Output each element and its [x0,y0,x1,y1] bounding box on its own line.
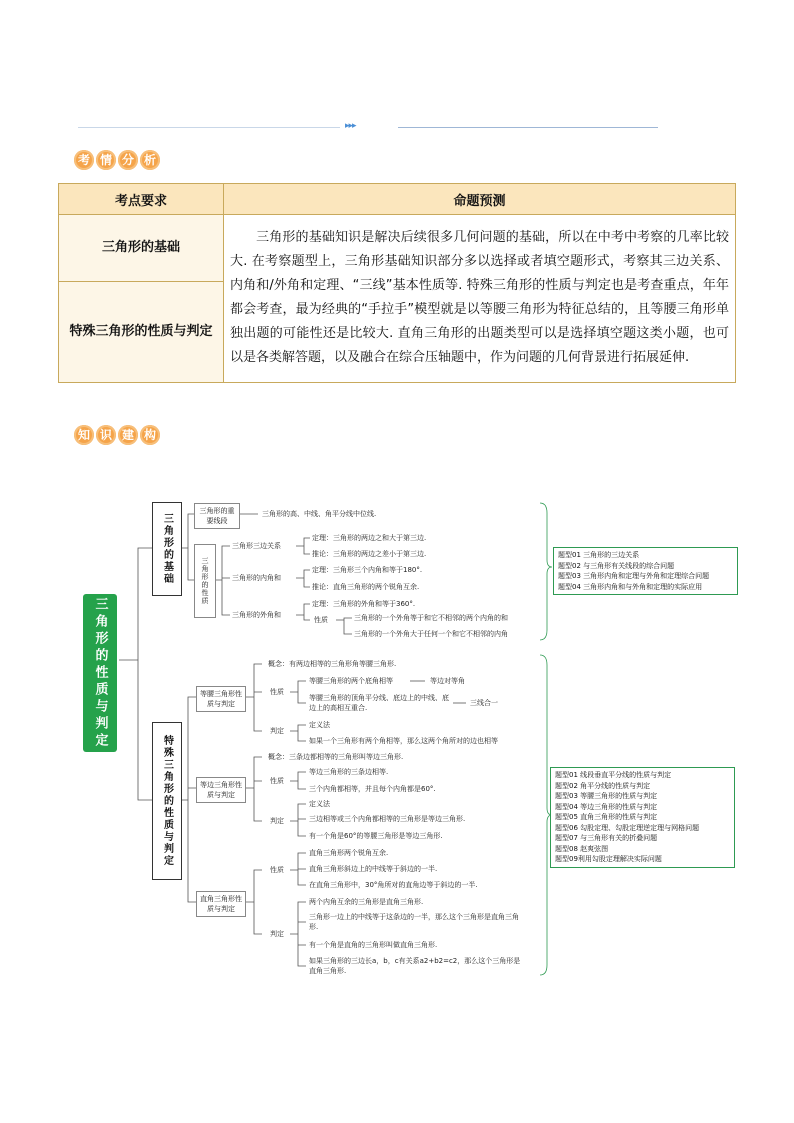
outer-p2: 三角形的一个外角大于任何一个和它不相邻的内角 [354,630,508,638]
badge-char: 析 [140,150,160,170]
iso-p1: 等腰三角形的两个底角相等 [309,677,393,685]
node-important-lines [194,503,240,529]
right-j2: 三角形一边上的中线等于这条边的一半，那么这个三角形是直角三角形. [309,913,519,931]
arrow-decoration-icon: ▸▸▸ [345,121,356,131]
question-type-item: 题型07 与三角形有关的折叠问题 [555,834,658,842]
outer-p1: 三角形的一个外角等于和它不相邻的两个内角的和 [354,614,508,622]
right-j1: 两个内角互余的三角形是直角三角形. [309,898,424,906]
question-type-item: 题型04 三角形内角和与外角和定理的实际应用 [558,582,703,591]
node-equilateral-text: 等边三角形性质与判定 [200,781,242,799]
right-j3: 有一个角是直角的三角形叫做直角三角形. [309,941,438,949]
equi-j2: 三边相等或三个内角都相等的三角形是等边三角形. [309,815,466,823]
question-type-item: 题型01 三角形的三边关系 [558,551,640,559]
badge-char: 知 [74,425,94,445]
node-props-text: 三角形的性质 [201,557,209,605]
node-important-lines-text: 三角形的重要线段 [199,507,235,525]
equi-prop: 性质 [270,777,284,785]
important-lines-text: 三角形的高、中线、角平分线中位线. [262,510,377,518]
badge-char: 建 [118,425,138,445]
equi-concept: 概念：三条边都相等的三角形叫等边三角形. [268,753,404,761]
question-type-item: 题型03 等腰三角形的性质与判定 [555,792,658,800]
table-header-prediction: 命题预测 [224,184,736,215]
question-types-special [550,767,735,868]
question-type-item: 题型03 三角形内角和定理与外角和定理综合问题 [558,572,710,580]
question-type-item: 题型05 直角三角形的性质与判定 [555,813,658,821]
equi-j1: 定义法 [309,800,330,808]
iso-judge: 判定 [270,727,284,735]
inner-b: 推论：直角三角形的两个锐角互余. [312,583,420,591]
prediction-body: 三角形的基础知识是解决后续很多几何问题的基础，所以在中考中考察的几率比较大. 在考察题型上，三角形基础知识部分多以选择或者填空题形式，考察其三边关系、内角和/外角和定理、“三线”基本性质等. 特殊三角形的性质与判定也是考查重点，年年都会考查，最为经典的“手拉手”模型就是以等腰三角形为特征总结的，且等腰三角形单独出题的可能性还是比较大. 直角三角形的出题类型可以是选择填空题这类小题，也可以是各类解答题，以及融合在综合压轴题中，作为问题的几何背景进行拓展延伸. [230,229,729,365]
equi-j3: 有一个角是60°的等腰三角形是等边三角形. [309,832,443,840]
badge-char: 情 [96,150,116,170]
right-judge: 判定 [270,930,284,938]
iso-prop: 性质 [270,688,284,696]
node-equilateral [196,777,246,803]
question-types-basics [553,547,738,595]
right-j4: 如果三角形的三边长a，b，c有关系a2+b2=c2，那么这个三角形是直角三角形. [309,957,521,975]
iso-p2: 等腰三角形的顶角平分线、底边上的中线、底边上的高相互重合. [309,694,449,712]
node-right-text: 直角三角形性质与判定 [200,895,242,913]
iso-concept: 概念：有两边相等的三角形角等腰三角形. [268,660,397,668]
row-label-special-text: 特殊三角形的性质与判定 [69,324,213,339]
badge-char: 构 [140,425,160,445]
question-type-item: 题型09利用勾股定理解决实际问题 [555,855,662,863]
right-p3: 在直角三角形中，30°角所对的直角边等于斜边的一半. [309,881,478,889]
right-prop: 性质 [270,866,284,874]
mindmap-root [83,594,117,752]
node-outer: 三角形的外角和 [232,611,281,619]
node-isosceles [196,686,246,712]
sides-b: 推论：三角形的两边之差小于第三边. [312,550,427,558]
question-type-item: 题型01 线段垂直平分线的性质与判定 [555,771,672,779]
question-type-item: 题型02 角平分线的性质与判定 [555,781,651,790]
equi-p1: 等边三角形的三条边相等. [309,768,389,776]
badge-char: 识 [96,425,116,445]
branch-basics-text: 三角形的基础 [161,513,173,585]
mindmap-root-text: 三角形的性质与判定 [92,596,108,750]
iso-j1: 定义法 [309,721,330,729]
node-right [196,891,246,917]
outer-prop: 性质 [314,616,328,624]
sides-a: 定理：三角形的两边之和大于第三边. [312,534,427,542]
badge-char: 考 [74,150,94,170]
outer-a: 定理：三角形的外角和等于360°. [312,600,416,608]
branch-basics [152,502,182,596]
question-type-item: 题型08 赵爽弦图 [555,844,609,853]
node-inner: 三角形的内角和 [232,574,281,582]
branch-special-text: 特殊三角形的性质与判定 [161,735,173,867]
branch-special [152,722,182,880]
inner-a: 定理：三角形三个内角和等于180°. [312,566,423,574]
row-label-basics: 三角形的基础 [59,215,224,282]
question-type-item: 题型02 与三角形有关线段的综合问题 [558,561,675,570]
question-type-item: 题型06 勾股定理、勾股定理逆定理与网格问题 [555,823,700,832]
node-sides: 三角形三边关系 [232,542,281,550]
iso-p1-result: 等边对等角 [430,677,465,685]
right-p2: 直角三角形斜边上的中线等于斜边的一半. [309,865,438,873]
badge-char: 分 [118,150,138,170]
iso-p2-result: 三线合一 [470,699,498,707]
equi-judge: 判定 [270,817,284,825]
table-header-requirement: 考点要求 [59,184,224,215]
node-isosceles-text: 等腰三角形性质与判定 [200,690,242,708]
equi-p2: 三个内角都相等，并且每个内角都是60°. [309,785,436,793]
iso-j2: 如果一个三角形有两个角相等，那么这两个角所对的边也相等 [309,737,498,745]
right-p1: 直角三角形两个锐角互余. [309,849,389,857]
question-type-item: 题型04 等边三角形的性质与判定 [555,802,658,811]
node-props [194,544,216,618]
